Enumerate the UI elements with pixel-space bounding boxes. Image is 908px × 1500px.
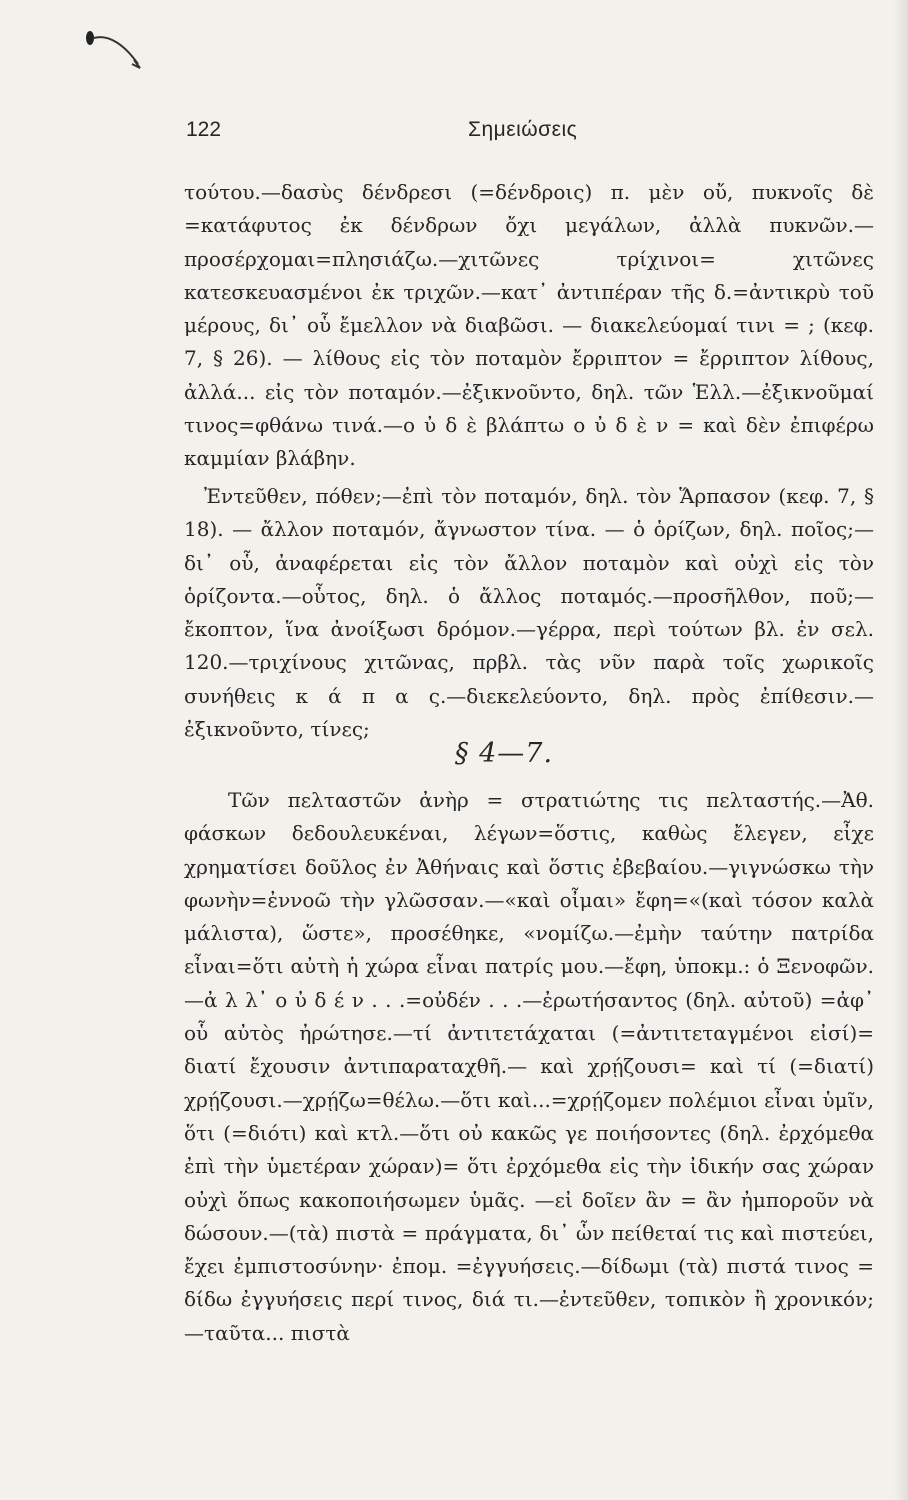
pen-mark-icon — [76, 24, 156, 84]
notes-paragraph-1 — [184, 176, 874, 476]
running-title: Σημειώσεις — [468, 118, 578, 141]
paragraph-text: τούτου.—δασὺς δένδρεσι (=δένδροις) π. μὲν οὔ, πυκνοῖς δὲ =κατάφυτος ἐκ δένδρων ὄχι μεγάλων, ἀλλὰ πυκνῶν.—προσέρχομαι=πλησιάζω.—χιτῶνες τρίχινοι= χιτῶνες κατεσκευασμένοι ἐκ τριχῶν.—κατ᾽ ἀντιπέραν τῆς δ.=ἀντικρὺ τοῦ μέρους, δι᾽ οὗ ἔμελλον νὰ διαβῶσι. — διακελεύομαί τινι = ; (κεφ. 7, § 26). — λίθους εἰς τὸν ποταμὸν ἔρριπτον = ἔρριπτον λίθους, ἀλλά... εἰς τὸν ποταμόν.—ἐξικνοῦντο, δηλ. τῶν Ἑλλ.—ἐξικνοῦμαί τινος=φθάνω τινά.—ο ὐ δ ὲ βλάπτω ο ὐ δ ὲ ν = καὶ δὲν ἐπιφέρω καμμίαν βλάβην. — [184, 180, 874, 471]
paragraph-text: Ἐντεῦθεν, πόθεν;—ἐπὶ τὸν ποταμόν, δηλ. τὸν Ἅρπασον (κεφ. 7, § 18). — ἄλλον ποταμόν, ἄγνωστον τίνα. — ὁ ὁρίζων, δηλ. ποῖος;—δι᾽ οὗ, ἀναφέρεται εἰς τὸν ἄλλον ποταμὸν καὶ οὐχὶ εἰς τὸν ὁρίζοντα.—οὗτος, δηλ. ὁ ἄλλος ποταμός.—προσῆλθον, ποῦ;—ἔκοπτον, ἵνα ἀνοίξωσι δρόμον.—γέρρα, περὶ τούτων βλ. ἐν σελ. 120.—τριχίνους χιτῶνας, πρβλ. τὰς νῦν παρὰ τοῖς χωρικοῖς συνήθεις κ ά π α ς.—διεκελεύοντο, δηλ. πρὸς ἐπίθεσιν.—ἐξικνοῦντο, τίνες; — [184, 484, 874, 742]
page-header — [186, 118, 868, 148]
notes-paragraph-2 — [184, 480, 874, 746]
section-heading: § 4—7. — [455, 738, 554, 769]
page-number: 122 — [186, 118, 222, 141]
paragraph-text: Τῶν πελταστῶν ἀνὴρ = στρατιώτης τις πελταστής.—Ἀθ. φάσκων δεδουλευκέναι, λέγων=ὅστις, καθὼς ἔλεγεν, εἶχε χρηματίσει δοῦλος ἐν Ἀθήναις καὶ ὅστις ἐβεβαίου.—γιγνώσκω τὴν φωνὴν=ἐννοῶ τὴν γλῶσσαν.—«καὶ οἶμαι» ἔφη=«(καὶ τόσον καλὰ μάλιστα), ὥστε», προσέθηκε, «νομίζω.—ἐμὴν ταύτην πατρίδα εἶναι=ὅτι αὐτὴ ἡ χώρα εἶναι πατρίς μου.—ἔφη, ὑποκμ.: ὁ Ξενοφῶν.—ἀ λ λ᾽ ο ὐ δ έ ν . . .=οὐδέν . . .—ἐρωτήσαντος (δηλ. αὐτοῦ) =ἀφ᾽ οὗ αὐτὸς ἠρώτησε.—τί ἀντιτετάχαται (=ἀντιτεταγμένοι εἰσί)= διατί ἔχουσιν ἀντιπαραταχθῆ.— καὶ χρῄζουσι= καὶ τί (=διατί) χρῄζουσι.—χρῄζω=θέλω.—ὅτι καὶ...=χρῄζομεν πολέμιοι εἶναι ὑμῖν, ὅτι (=διότι) καὶ κτλ.—ὅτι οὐ κακῶς γε ποιήσοντες (δηλ. ἐρχόμεθα ἐπὶ τὴν ὑμετέραν χώραν)= ὅτι ἐρχόμεθα εἰς τὴν ἰδικήν σας χώραν οὐχὶ ὅπως κακοποιήσωμεν ὑμᾶς. —εἰ δοῖεν ἂν = ἂν ἠμποροῦν νὰ δώσουν.—(τὰ) πιστὰ = πράγματα, δι᾽ ὧν πείθεταί τις καὶ πιστεύει, ἔχει ἐμπιστοσύνην· ἐπομ. =ἐγγυήσεις.—δίδωμι (τὰ) πιστά τινος = δίδω ἐγγυήσεις περί τινος, διά τι.—ἐντεῦθεν, τοπικὸν ἢ χρονικόν;—ταῦτα... πιστὰ — [184, 788, 874, 1345]
page-edge-shadow — [894, 0, 908, 1500]
notes-paragraph-3 — [184, 784, 874, 1350]
